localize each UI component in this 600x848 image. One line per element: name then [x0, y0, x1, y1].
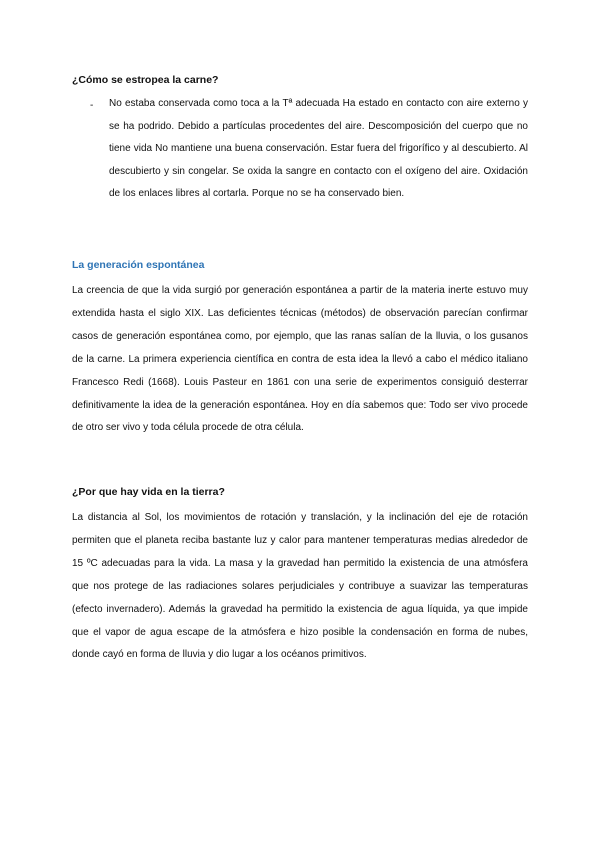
- section-heading-life-on-earth: ¿Por que hay vida en la tierra?: [72, 486, 225, 498]
- paragraph-life-on-earth: La distancia al Sol, los movimientos de rotación y translación, y la inclinación del eje de rotación permiten que el planeta reciba bastante luz y calor para mantener temperaturas medias alrededor de 15 ºC adecuadas para la vida. La masa y la gravedad han permitido la existencia de una atmósfera que nos protege de las radiaciones solares perjudiciales y contribuye a suavizar las temperaturas (efecto invernadero). Además la gravedad ha permitido la existencia de agua líquida, ya que impide que el vapor de agua escape de la atmósfera e hizo posible la condensación en forma de nubes, donde cayó en forma de lluvia y dio lugar a los océanos primitivos.: [72, 512, 528, 661]
- section-heading-meat-spoilage: ¿Cómo se estropea la carne?: [72, 74, 219, 86]
- section-heading-spontaneous-generation: La generación espontánea: [72, 259, 205, 271]
- paragraph-spontaneous-generation: La creencia de que la vida surgió por generación espontánea a partir de la materia inerte estuvo muy extendida hasta el siglo XIX. Las deficientes técnicas (métodos) de observación parecían confirmar casos de generación espontánea como, por ejemplo, que las ranas salían de la lluvia, o los gusanos de la carne. La primera experiencia científica en contra de esta idea la llevó a cabo el médico italiano Francesco Redi (1668). Louis Pasteur en 1861 con una serie de experimentos consiguió desterrar definitivamente la idea de la generación espontánea. Hoy en día sabemos que: Todo ser vivo procede de otro ser vivo y toda célula procede de otra célula.: [72, 285, 528, 434]
- bullet-marker: -: [90, 100, 94, 111]
- bullet-text-meat-spoilage: No estaba conservada como toca a la Tª adecuada Ha estado en contacto con aire externo y se ha podrido. Debido a partículas procedentes del aire. Descomposición del cuerpo que no tiene vida No mantiene una buena conservación. Estar fuera del frigorífico y al descubierto. Al descubierto y sin congelar. Se oxida la sangre en contacto con el oxígeno del aire. Oxidación de los enlaces libres al cortarla. Porque no se ha conservado bien.: [109, 98, 528, 200]
